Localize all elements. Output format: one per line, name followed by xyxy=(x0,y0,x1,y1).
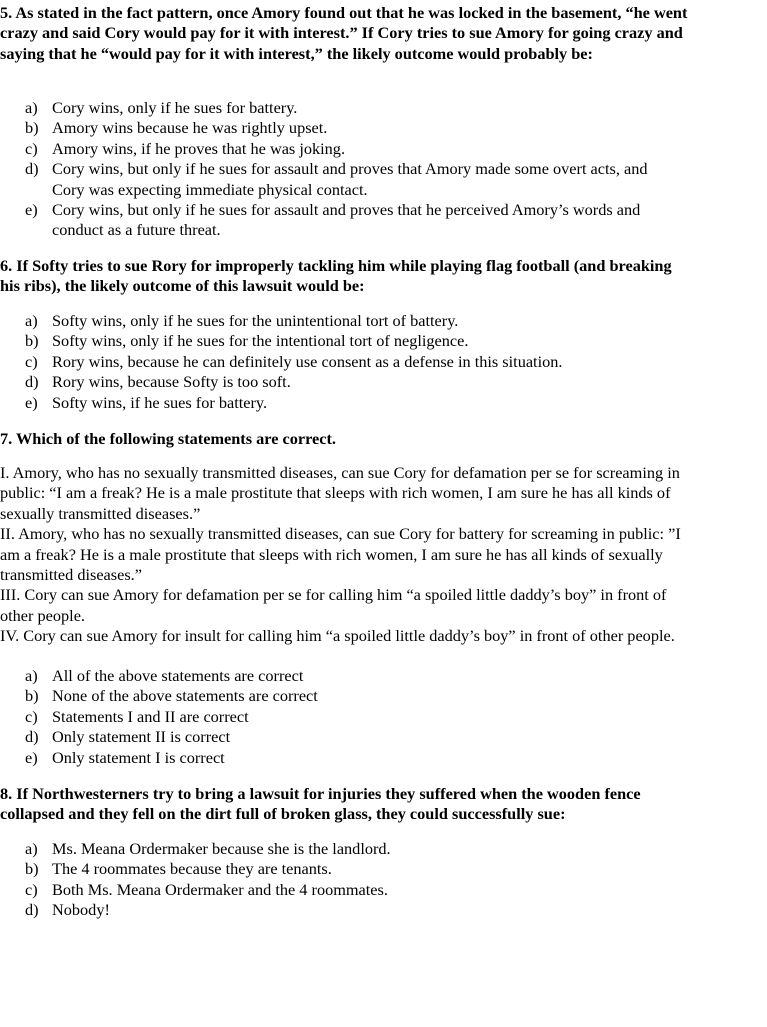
statement-i: I. Amory, who has no sexually transmitted diseases, can sue Cory for defamation per se for screaming in public: “I am a freak? He is a male prostitute that sleeps with rich women, I am sure he has all kinds of sexually transmitted diseases.” xyxy=(0,463,680,523)
option-text: Amory wins, if he proves that he was joking. xyxy=(52,138,346,158)
question-8-option-b xyxy=(0,859,682,879)
question-7-option-c xyxy=(0,707,682,727)
option-text: None of the above statements are correct xyxy=(52,686,318,706)
question-5-option-a xyxy=(0,98,682,118)
question-7-option-d xyxy=(0,727,682,747)
option-text: Softy wins, only if he sues for the unintentional tort of battery. xyxy=(52,311,459,330)
option-text: Softy wins, only if he sues for the intentional tort of negligence. xyxy=(52,331,469,351)
option-letter: d) xyxy=(25,372,39,392)
question-7-option-e xyxy=(0,748,682,768)
option-letter: a) xyxy=(25,311,38,330)
question-8-option-d xyxy=(0,900,682,920)
option-letter: c) xyxy=(25,879,38,899)
question-5-option-d xyxy=(0,159,682,200)
question-5-options xyxy=(0,98,682,241)
option-text: Amory wins because he was rightly upset. xyxy=(52,118,328,138)
option-letter: c) xyxy=(25,706,38,726)
option-letter: c) xyxy=(25,351,38,371)
question-5-stem: 5. As stated in the fact pattern, once Amory found out that he was locked in the basement, “he went crazy and said Cory would pay for it with interest.” If Cory tries to sue Amory for going crazy and saying that he “would pay for it with interest,” the likely outcome would probably be: xyxy=(0,3,688,63)
question-6-option-a xyxy=(0,311,682,331)
option-text: Only statement I is correct xyxy=(52,747,225,767)
question-7-options xyxy=(0,666,682,768)
option-text: All of the above statements are correct xyxy=(52,666,304,685)
option-letter: b) xyxy=(25,118,39,138)
question-8-option-a xyxy=(0,839,682,859)
option-text: Ms. Meana Ordermaker because she is the landlord. xyxy=(52,839,391,858)
option-letter: a) xyxy=(25,98,38,117)
question-5-option-b xyxy=(0,118,682,138)
option-text: Rory wins, because Softy is too soft. xyxy=(52,372,291,392)
question-6-option-d xyxy=(0,372,682,392)
option-text: Cory wins, but only if he sues for assault and proves that he perceived Amory’s words and conduct as a future threat. xyxy=(52,200,641,240)
option-letter: d) xyxy=(25,900,39,920)
option-text: Softy wins, if he sues for battery. xyxy=(52,392,268,412)
question-8-options xyxy=(0,839,682,921)
option-text: Only statement II is correct xyxy=(52,727,231,747)
question-6-options xyxy=(0,311,682,413)
option-text: Nobody! xyxy=(52,900,110,920)
question-7-stem: 7. Which of the following statements are correct. xyxy=(0,429,336,448)
option-letter: e) xyxy=(25,392,38,412)
option-letter: d) xyxy=(25,727,39,747)
statement-iv: IV. Cory can sue Amory for insult for calling him “a spoiled little daddy’s boy” in front of other people. xyxy=(0,626,675,646)
question-7-option-a xyxy=(0,666,682,686)
option-text: Statements I and II are correct xyxy=(52,706,249,726)
statement-iii: III. Cory can sue Amory for defamation per se for calling him “a spoiled little daddy’s boy” in front of other people. xyxy=(0,585,667,625)
option-letter: c) xyxy=(25,138,38,158)
question-7-option-b xyxy=(0,686,682,706)
option-text: The 4 roommates because they are tenants. xyxy=(52,859,332,879)
option-letter: e) xyxy=(25,200,38,220)
question-8-stem: 8. If Northwesterners try to bring a lawsuit for injuries they suffered when the wooden fence collapsed and they fell on the dirt full of broken glass, they could successfully sue: xyxy=(0,784,641,824)
option-text: Cory wins, but only if he sues for assault and proves that Amory made some overt acts, and Cory was expecting immediate physical contact. xyxy=(52,159,648,199)
question-5-option-c xyxy=(0,139,682,159)
question-6-option-c xyxy=(0,352,682,372)
option-letter: b) xyxy=(25,686,39,706)
option-letter: d) xyxy=(25,159,39,179)
option-text: Cory wins, only if he sues for battery. xyxy=(52,98,298,117)
question-6-stem: 6. If Softy tries to sue Rory for improperly tackling him while playing flag football (and breaking his ribs), the likely outcome of this lawsuit would be: xyxy=(0,256,672,296)
option-letter: a) xyxy=(25,666,38,685)
option-text: Both Ms. Meana Ordermaker and the 4 roommates. xyxy=(52,879,388,899)
question-6-option-e xyxy=(0,393,682,413)
question-7-statements xyxy=(0,463,690,647)
question-6-option-b xyxy=(0,331,682,351)
statement-ii: II. Amory, who has no sexually transmitted diseases, can sue Cory for battery for screaming in public: ”I am a freak? He is a male prostitute that sleeps with rich women, I am sure he has all kinds of sexually transmitted diseases.” xyxy=(0,524,681,585)
option-letter: b) xyxy=(25,331,39,351)
question-8-option-c xyxy=(0,880,682,900)
option-letter: e) xyxy=(25,747,38,767)
question-5-option-e xyxy=(0,200,682,241)
option-letter: a) xyxy=(25,839,38,858)
option-letter: b) xyxy=(25,859,39,879)
option-text: Rory wins, because he can definitely use consent as a defense in this situation. xyxy=(52,351,563,371)
